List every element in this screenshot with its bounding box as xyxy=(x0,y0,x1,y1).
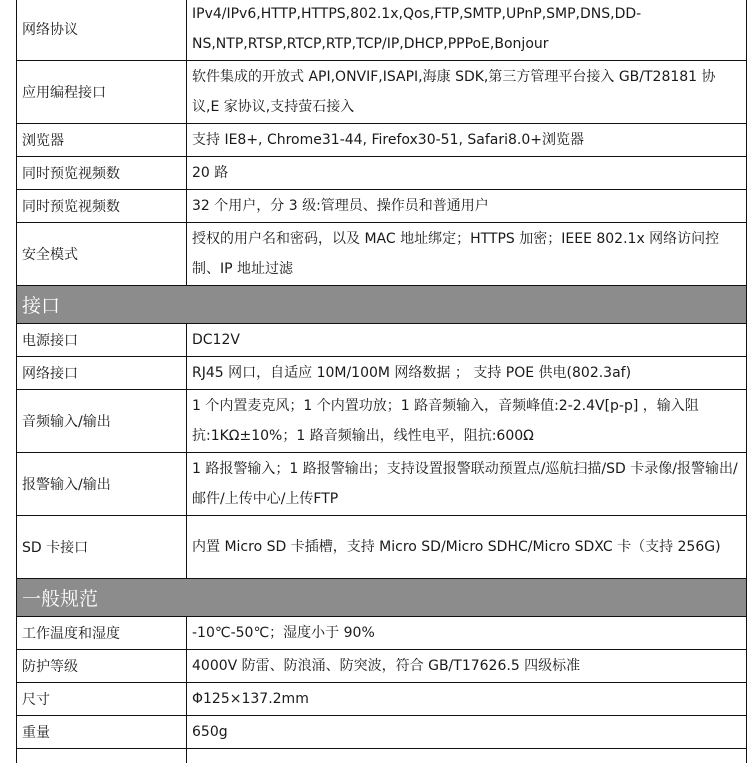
row-label: 电源接口 xyxy=(17,324,187,357)
row-value: Φ125×137.2mm xyxy=(187,683,747,716)
table-row xyxy=(17,617,747,650)
row-value: 32 个用户，分 3 级:管理员、操作员和普通用户 xyxy=(187,190,747,223)
table-row xyxy=(17,716,747,749)
table-row xyxy=(17,61,747,124)
row-label: 应用编程接口 xyxy=(17,61,187,124)
row-value: IPv4/IPv6,HTTP,HTTPS,802.1x,Qos,FTP,SMTP,UPnP,SMP,DNS,DD-NS,NTP,RTSP,RTCP,RTP,TCP/IP,DHCP,PPPoE,Bonjour xyxy=(187,0,747,61)
row-value: 4000V 防雷、防浪涌、防突波，符合 GB/T17626.5 四级标准 xyxy=(187,650,747,683)
table-row xyxy=(17,124,747,157)
row-label: 浏览器 xyxy=(17,124,187,157)
row-value: 内置 Micro SD 卡插槽，支持 Micro SD/Micro SDHC/Micro SDXC 卡（支持 256G) xyxy=(187,516,747,579)
table-row xyxy=(17,390,747,453)
row-label: 尺寸 xyxy=(17,683,187,716)
empty-cell xyxy=(187,749,747,764)
table-row xyxy=(17,650,747,683)
row-label: 报警输入/输出 xyxy=(17,453,187,516)
row-value: 20 路 xyxy=(187,157,747,190)
spec-table xyxy=(16,0,747,763)
row-value: -10℃-50℃；湿度小于 90% xyxy=(187,617,747,650)
row-label: 同时预览视频数 xyxy=(17,190,187,223)
section-header: 一般规范 xyxy=(17,579,747,617)
table-row xyxy=(17,223,747,286)
table-row xyxy=(17,0,747,61)
row-value: 支持 IE8+, Chrome31-44, Firefox30-51, Safari8.0+浏览器 xyxy=(187,124,747,157)
row-label: 工作温度和湿度 xyxy=(17,617,187,650)
section-header-row xyxy=(17,286,747,324)
row-label: 安全模式 xyxy=(17,223,187,286)
section-header-row xyxy=(17,579,747,617)
table-row xyxy=(17,190,747,223)
table-row xyxy=(17,516,747,579)
row-label: SD 卡接口 xyxy=(17,516,187,579)
row-label: 重量 xyxy=(17,716,187,749)
table-row-partial xyxy=(17,749,747,764)
row-label: 音频输入/输出 xyxy=(17,390,187,453)
row-label: 防护等级 xyxy=(17,650,187,683)
row-label: 同时预览视频数 xyxy=(17,157,187,190)
row-value: 授权的用户名和密码，以及 MAC 地址绑定；HTTPS 加密；IEEE 802.1x 网络访问控制、IP 地址过滤 xyxy=(187,223,747,286)
table-row xyxy=(17,324,747,357)
row-value: 1 路报警输入；1 路报警输出；支持设置报警联动预置点/巡航扫描/SD 卡录像/报警输出/邮件/上传中心/上传FTP xyxy=(187,453,747,516)
table-row xyxy=(17,157,747,190)
row-value: 1 个内置麦克风；1 个内置功放；1 路音频输入，音频峰值:2-2.4V[p-p] ，输入阻抗:1KΩ±10%；1 路音频输出，线性电平，阻抗:600Ω xyxy=(187,390,747,453)
table-row xyxy=(17,357,747,390)
empty-cell xyxy=(17,749,187,764)
row-value: DC12V xyxy=(187,324,747,357)
table-row xyxy=(17,453,747,516)
row-value: RJ45 网口，自适应 10M/100M 网络数据 ； 支持 POE 供电(802.3af) xyxy=(187,357,747,390)
table-row xyxy=(17,683,747,716)
row-value: 650g xyxy=(187,716,747,749)
row-value: 软件集成的开放式 API,ONVIF,ISAPI,海康 SDK,第三方管理平台接入 GB/T28181 协议,E 家协议,支持萤石接入 xyxy=(187,61,747,124)
section-header: 接口 xyxy=(17,286,747,324)
row-label: 网络协议 xyxy=(17,0,187,61)
row-label: 网络接口 xyxy=(17,357,187,390)
